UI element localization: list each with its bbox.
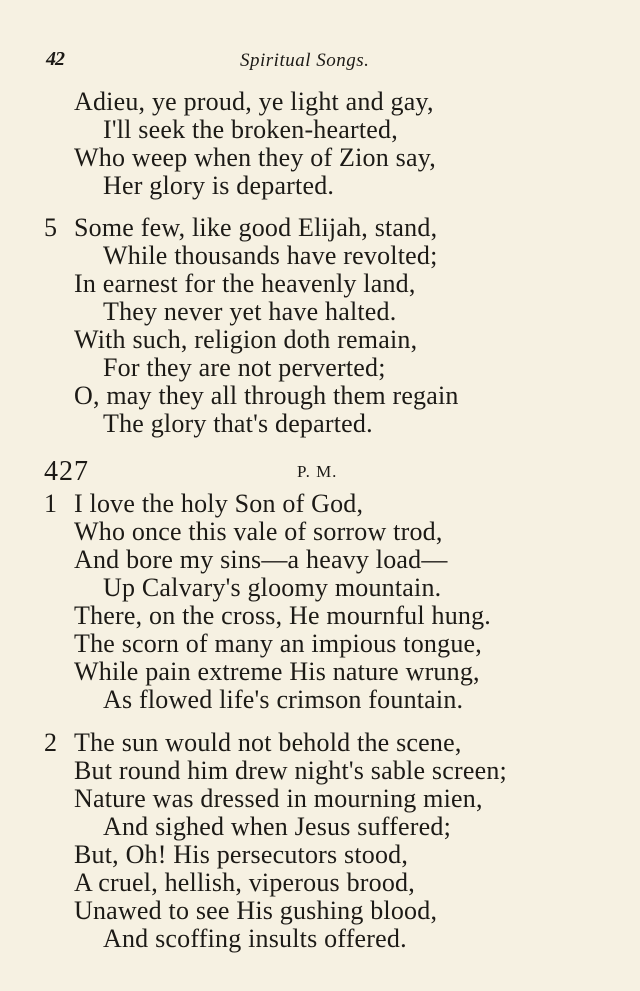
verse-line: While pain extreme His nature wrung, bbox=[74, 657, 480, 686]
verse-line: But round him drew night's sable screen; bbox=[74, 756, 507, 785]
hymn-meter: P. M. bbox=[297, 462, 338, 481]
verse-line: While thousands have revolted; bbox=[103, 241, 438, 270]
verse-line: Her glory is departed. bbox=[103, 171, 335, 200]
verse-line: Adieu, ye proud, ye light and gay, bbox=[74, 87, 434, 116]
verse-line: And bore my sins—a heavy load— bbox=[74, 545, 448, 574]
verse-line: A cruel, hellish, viperous brood, bbox=[74, 868, 415, 897]
verse-line: Nature was dressed in mourning mien, bbox=[74, 784, 483, 813]
stanza-number: 5 bbox=[44, 213, 57, 242]
verse-line: O, may they all through them regain bbox=[74, 381, 459, 410]
verse-line: I love the holy Son of God, bbox=[74, 489, 364, 518]
verse-line: Unawed to see His gushing blood, bbox=[74, 896, 438, 925]
verse-line: The scorn of many an impious tongue, bbox=[74, 629, 482, 658]
verse-line: Up Calvary's gloomy mountain. bbox=[103, 573, 442, 602]
verse-line: There, on the cross, He mournful hung. bbox=[74, 601, 491, 630]
verse-line: Who weep when they of Zion say, bbox=[74, 143, 436, 172]
verse-line: Who once this vale of sorrow trod, bbox=[74, 517, 443, 546]
verse-line: The sun would not behold the scene, bbox=[74, 728, 462, 757]
verse-line: And sighed when Jesus suffered; bbox=[103, 812, 451, 841]
page-number: 42 bbox=[46, 48, 64, 70]
verse-line: For they are not perverted; bbox=[103, 353, 386, 382]
hymn-number: 427 bbox=[44, 456, 89, 487]
verse-line: I'll seek the broken-hearted, bbox=[103, 115, 398, 144]
verse-line: But, Oh! His persecutors stood, bbox=[74, 840, 409, 869]
verse-line: The glory that's departed. bbox=[103, 409, 373, 438]
verse-line: And scoffing insults offered. bbox=[103, 924, 407, 953]
verse-line: In earnest for the heavenly land, bbox=[74, 269, 416, 298]
stanza-number: 2 bbox=[44, 728, 57, 757]
running-title: Spiritual Songs. bbox=[240, 50, 370, 71]
verse-line: Some few, like good Elijah, stand, bbox=[74, 213, 438, 242]
verse-line: As flowed life's crimson fountain. bbox=[103, 685, 464, 714]
verse-line: They never yet have halted. bbox=[103, 297, 397, 326]
stanza-number: 1 bbox=[44, 489, 57, 518]
page-header bbox=[0, 48, 640, 76]
verse-line: With such, religion doth remain, bbox=[74, 325, 418, 354]
